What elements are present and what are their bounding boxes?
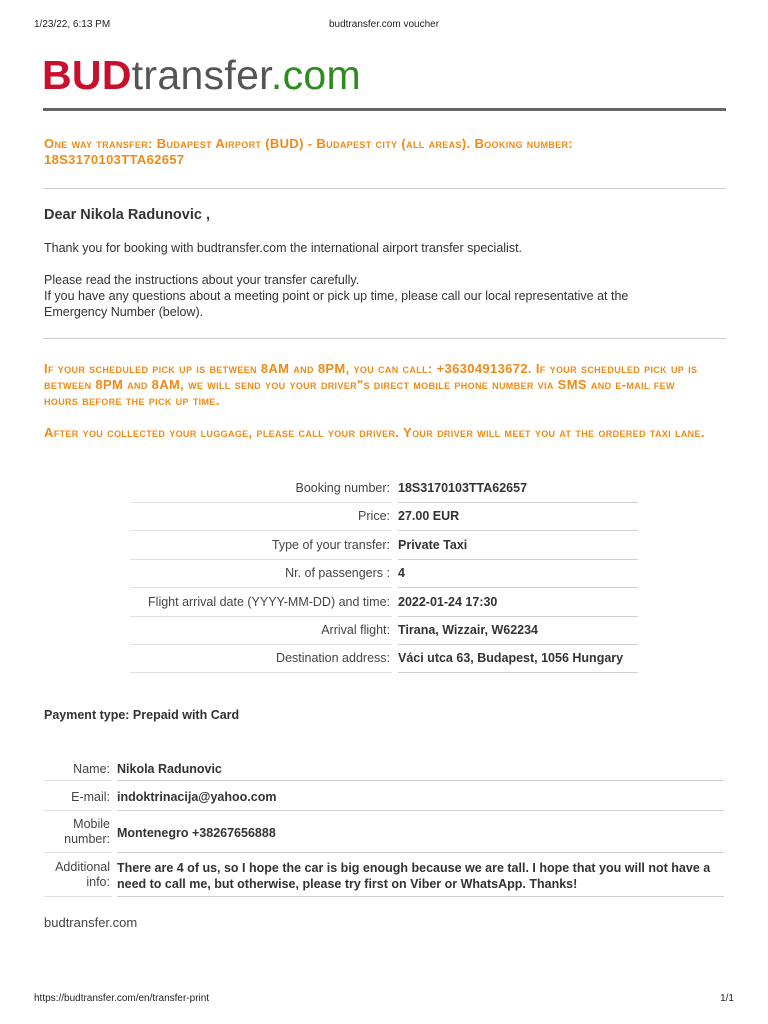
pickup-call-notice: If your scheduled pick up is between 8AM and 8PM, you can call: +36304913672. If your scheduled pick up is between 8PM and 8AM, we will send you your driver"s direct mobile phone number via SMS and e-mail few hours before the pick up time. <box>44 361 698 408</box>
detail-label: Type of your transfer: <box>271 537 390 552</box>
detail-value: 2022-01-24 17:30 <box>398 594 498 609</box>
instructions-line2: If you have any questions about a meeting point or pick up time, please call our local representative at the Emergency Number (below). <box>44 289 629 319</box>
mobile-label: Mobile number: <box>64 817 110 846</box>
logo-transfer: transfer <box>131 52 271 98</box>
customer-row-name <box>44 755 724 781</box>
booking-detail-row <box>130 475 638 503</box>
info-label: Additional info: <box>55 860 110 889</box>
detail-value: Váci utca 63, Budapest, 1056 Hungary <box>398 651 624 666</box>
customer-row-email <box>44 783 724 811</box>
detail-value: 18S3170103TTA62657 <box>398 481 528 495</box>
header-rule <box>43 108 726 111</box>
divider <box>43 338 726 339</box>
customer-mobile: Montenegro +38267656888 <box>117 826 276 840</box>
booking-detail-row <box>130 503 638 531</box>
logo-com: .com <box>270 52 361 98</box>
detail-label: Arrival flight: <box>321 623 390 637</box>
greeting: Dear Nikola Radunovic , <box>44 207 210 223</box>
detail-value: 27.00 EUR <box>398 509 460 524</box>
row-divider <box>117 780 724 781</box>
detail-value: Tirana, Wizzair, W62234 <box>398 623 538 637</box>
logo-bud: BUD <box>42 52 132 98</box>
booking-detail-row <box>130 617 638 645</box>
detail-label: Price: <box>358 509 390 524</box>
customer-name: Nikola Radunovic <box>117 762 222 776</box>
row-divider <box>44 852 112 853</box>
instructions-line1: Please read the instructions about your transfer carefully. <box>44 273 360 287</box>
row-divider <box>130 672 392 673</box>
detail-label: Booking number: <box>295 481 390 495</box>
email-label: E-mail: <box>71 790 110 804</box>
payment-type: Payment type: Prepaid with Card <box>44 708 240 722</box>
customer-email: indoktrinacija@yahoo.com <box>117 790 277 804</box>
booking-detail-row <box>130 645 638 673</box>
budtransfer-logo <box>42 50 361 100</box>
print-url[interactable]: https://budtransfer.com/en/transfer-print <box>34 993 210 1004</box>
intro-text: Thank you for booking with budtransfer.com the international airport transfer specialist. <box>44 241 523 255</box>
customer-row-mobile <box>44 813 724 853</box>
print-page-number: 1/1 <box>720 993 734 1004</box>
customer-row-info <box>44 855 724 897</box>
detail-value: 4 <box>398 566 405 581</box>
row-divider <box>398 672 638 673</box>
booking-detail-row <box>130 532 638 560</box>
row-divider <box>44 810 112 811</box>
print-title: budtransfer.com voucher <box>328 19 440 30</box>
name-label: Name: <box>73 762 110 776</box>
detail-value: Private Taxi <box>398 537 468 552</box>
row-divider <box>44 780 112 781</box>
row-divider <box>117 852 724 853</box>
detail-label: Flight arrival date (YYYY-MM-DD) and time: <box>148 594 390 609</box>
customer-additional-info: There are 4 of us, so I hope the car is big enough because we are tall. I hope that you will not have a need to call me, but otherwise, please try first on Viber or WhatsApp. Thanks! <box>117 861 711 891</box>
booking-heading: One way transfer: Budapest Airport (BUD) - Budapest city (all areas). Booking number: 18S3170103TTA62657 <box>44 136 574 167</box>
detail-label: Destination address: <box>276 651 390 666</box>
divider <box>43 188 726 189</box>
booking-detail-row <box>130 589 638 617</box>
luggage-notice: After you collected your luggage, please call your driver. Your driver will meet you at the ordered taxi lane. <box>44 425 705 440</box>
print-datetime: 1/23/22, 6:13 PM <box>34 19 111 30</box>
row-divider <box>117 810 724 811</box>
detail-label: Nr. of passengers : <box>285 566 390 581</box>
booking-detail-row <box>130 560 638 588</box>
row-divider <box>44 896 112 897</box>
row-divider <box>117 896 724 897</box>
footer-brand: budtransfer.com <box>44 915 138 930</box>
